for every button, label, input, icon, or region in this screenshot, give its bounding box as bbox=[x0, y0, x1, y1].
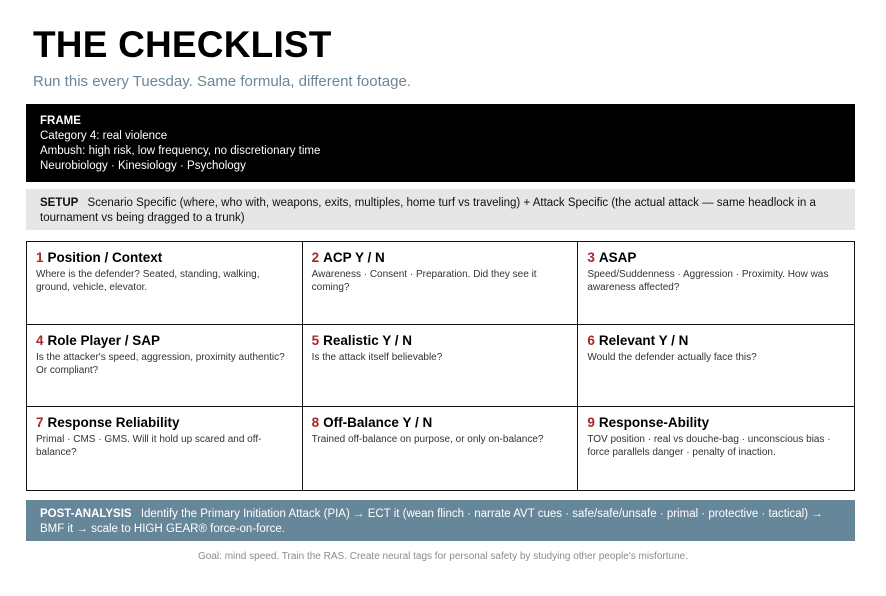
item-title-text: Role Player / SAP bbox=[47, 332, 161, 348]
item-title bbox=[36, 333, 293, 348]
item-title bbox=[312, 250, 569, 265]
frame-line: Neurobiology · Kinesiology · Psychology bbox=[40, 160, 246, 172]
frame-panel bbox=[26, 104, 855, 182]
item-description: Where is the defender? Seated, standing, walking, ground, vehicle, elevator. bbox=[36, 269, 260, 293]
page-subtitle: Run this every Tuesday. Same formula, different footage. bbox=[33, 73, 411, 90]
item-title-text: ACP Y / N bbox=[323, 250, 385, 265]
item-title bbox=[36, 250, 293, 265]
checklist-item bbox=[578, 242, 854, 325]
item-title-text: Relevant Y / N bbox=[598, 332, 689, 348]
item-title-text: Position / Context bbox=[47, 250, 163, 265]
item-description: Would the defender actually face this? bbox=[587, 351, 757, 363]
item-number: 5 bbox=[311, 332, 320, 348]
item-description: Trained off-balance on purpose, or only on-balance? bbox=[311, 434, 544, 446]
checklist-item bbox=[303, 325, 579, 408]
item-number: 7 bbox=[36, 415, 44, 431]
post-analysis-text: Identify the Primary Initiation Attack (PIA) → ECT it (wean flinch · narrate AVT cues · safe/safe/unsafe · primal · protective · tactical) → BMF it → scale to HIGH GEAR® force-on-force. bbox=[40, 508, 823, 535]
page-title: THE CHECKLIST bbox=[33, 24, 332, 65]
frame-heading: FRAME bbox=[40, 115, 81, 127]
item-description: Is the attack itself believable? bbox=[311, 351, 443, 363]
checklist-item bbox=[27, 407, 303, 490]
item-title bbox=[587, 250, 845, 265]
checklist-item bbox=[27, 242, 303, 325]
item-title bbox=[312, 415, 569, 430]
checklist-item bbox=[578, 325, 854, 408]
checklist-item bbox=[578, 407, 854, 490]
item-number: 8 bbox=[311, 415, 320, 431]
checklist-item bbox=[303, 242, 579, 325]
item-title bbox=[312, 333, 569, 348]
checklist-item bbox=[27, 325, 303, 408]
item-description: Primal · CMS · GMS. Will it hold up scared and off-balance? bbox=[36, 434, 262, 459]
frame-line: Category 4: real violence bbox=[40, 130, 168, 142]
item-description: Is the attacker's speed, aggression, proximity authentic? Or compliant? bbox=[36, 351, 285, 376]
item-title bbox=[587, 415, 845, 430]
item-description: Awareness · Consent · Preparation. Did they see it coming? bbox=[311, 269, 537, 293]
checklist-item bbox=[303, 407, 579, 490]
item-description: TOV position · real vs douche-bag · unconscious bias · force parallels danger · penalty of inaction. bbox=[587, 434, 831, 459]
post-analysis-heading: POST-ANALYSIS bbox=[40, 508, 132, 520]
item-title bbox=[36, 415, 293, 430]
item-number: 3 bbox=[587, 250, 595, 265]
item-title-text: ASAP bbox=[598, 250, 637, 265]
item-title-text: Response Reliability bbox=[47, 415, 180, 431]
item-number: 4 bbox=[36, 332, 44, 348]
setup-panel bbox=[26, 189, 855, 230]
item-number: 1 bbox=[36, 250, 44, 265]
setup-text: Scenario Specific (where, who with, weapons, exits, multiples, home turf vs traveling) + Attack Specific (the actual attack — same headlock in a tournament vs being dragged to a trunk) bbox=[40, 197, 816, 224]
item-number: 9 bbox=[587, 415, 595, 431]
item-title-text: Off-Balance Y / N bbox=[323, 415, 433, 431]
frame-line: Ambush: high risk, low frequency, no discretionary time bbox=[40, 145, 321, 157]
item-number: 6 bbox=[587, 332, 595, 348]
setup-heading: SETUP bbox=[40, 197, 79, 209]
item-description: Speed/Suddenness · Aggression · Proximity. How was awareness affected? bbox=[587, 269, 829, 293]
item-title-text: Response-Ability bbox=[598, 415, 710, 431]
goal-footer: Goal: mind speed. Train the RAS. Create neural tags for personal safety by studying other people's misfortune. bbox=[198, 551, 688, 562]
item-title bbox=[587, 333, 845, 348]
checklist-grid bbox=[26, 241, 855, 491]
item-title-text: Realistic Y / N bbox=[323, 332, 412, 348]
item-number: 2 bbox=[311, 250, 320, 265]
post-analysis-panel bbox=[26, 500, 855, 541]
